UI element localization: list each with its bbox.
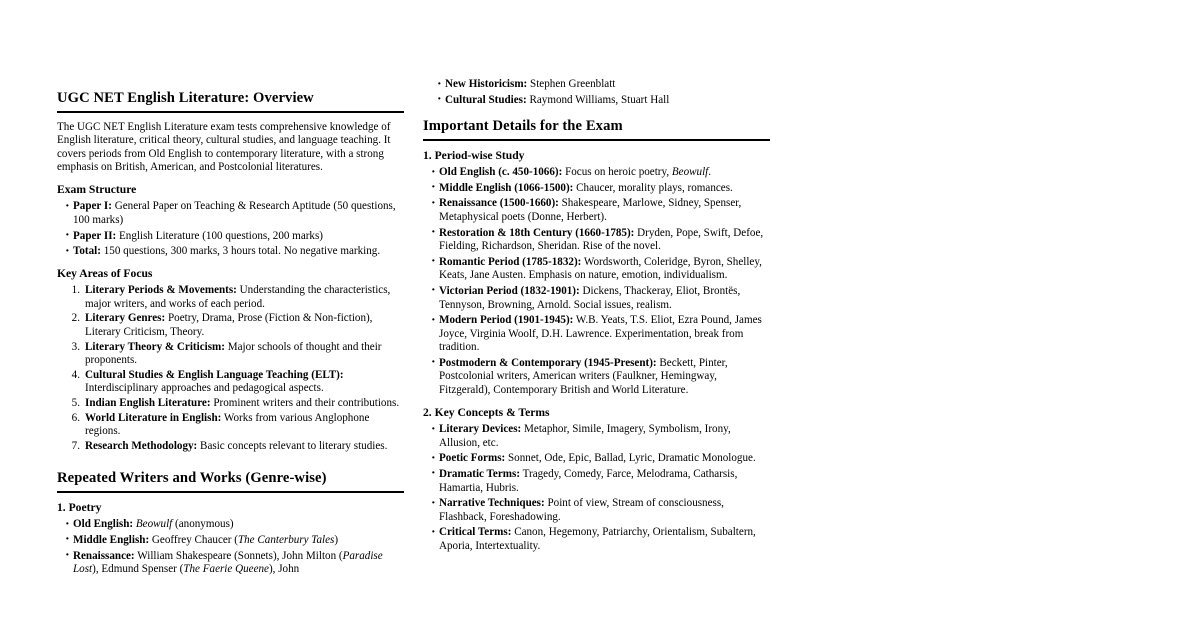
item-lead: Research Methodology: [85,439,198,452]
item-text-mid: ), Edmund Spenser ( [92,563,184,576]
repeated-writers-heading: Repeated Writers and Works (Genre-wise) [57,470,327,487]
poetry-list [57,518,404,576]
overview-heading: UGC NET English Literature: Overview [57,90,314,106]
item-lead: Romantic Period (1785-1832): [439,255,582,268]
item-text: English Literature (100 questions, 200 marks) [119,229,323,242]
key-areas-heading: Key Areas of Focus [57,266,153,280]
poetry-subheading: 1. Poetry [57,500,102,514]
list-item [67,369,404,396]
work-title: The Canterbury Tales [237,533,335,546]
item-lead: Modern Period (1901-1945): [439,314,574,327]
exam-structure-list [57,200,404,258]
section-spacer [423,111,770,118]
item-text: Tragedy, Comedy, Farce, Melodrama, Catharsis, Hamartia, Hubris. [439,467,738,494]
item-text: Dickens, Thackeray, Eliot, Brontës, Tennyson, Browning, Arnold. Social issues, realism. [439,284,741,311]
item-lead: Old English (c. 450-1066): [439,166,563,179]
item-text: (anonymous) [172,518,234,531]
item-lead: Renaissance: [73,549,135,562]
item-lead: Literary Genres: [85,312,166,325]
list-item [67,312,404,339]
item-text: Canon, Hegemony, Patriarchy, Orientalism, Subaltern, Aporia, Intertextuality. [439,526,756,552]
list-item [431,256,770,283]
list-item [431,166,770,180]
work-title-secondary: The Faerie Queene [183,563,269,576]
item-text-after: . [708,166,712,179]
list-item [431,314,770,355]
item-text: Wordsworth, Coleridge, Byron, Shelley, Keats, Jane Austen. Emphasis on nature, emotion, individualism. [439,255,762,282]
item-lead: Restoration & 18th Century (1660-1785): [439,226,635,239]
right-column [423,0,770,626]
item-lead: Paper I: [73,200,112,213]
period-study-list [423,166,770,398]
item-text-after: ), John [268,563,300,576]
list-item [431,452,770,466]
item-text: Metaphor, Simile, Imagery, Symbolism, Irony, Allusion, etc. [439,423,731,449]
list-item [431,227,770,254]
list-item [437,94,770,108]
item-lead: World Literature in English: [85,411,222,424]
list-item [431,526,770,553]
item-lead: Middle English: [73,533,150,546]
list-item [431,197,770,224]
important-details-heading: Important Details for the Exam [423,118,623,135]
item-text: Prominent writers and their contributions. [213,396,400,409]
list-item [437,78,770,92]
section-spacer [57,457,404,470]
overview-paragraph: The UGC NET English Literature exam tests comprehensive knowledge of English literature, critical theory, cultural studies, and language teaching. It covers periods from Old English to contemporary literature, with a strong emphasis on British, American, and Postcolonial literatures. [57,120,391,174]
work-title: Beowulf [671,166,709,179]
item-lead: Literary Periods & Movements: [85,284,237,297]
item-text: William Shakespeare (Sonnets), John Milton ( [137,549,343,562]
item-text: Poetry, Drama, Prose (Fiction & Non-fiction), Literary Criticism, Theory. [85,312,373,338]
item-lead: Postmodern & Contemporary (1945-Present): [439,356,657,369]
list-item [65,550,404,577]
item-text: 150 questions, 300 marks, 3 hours total. No negative marking. [103,245,381,258]
list-item [67,440,404,454]
item-text: Chaucer, morality plays, romances. [576,181,733,194]
period-study-subheading: 1. Period-wise Study [423,148,525,162]
important-details-heading-rule [423,139,770,141]
list-item [67,412,404,439]
item-lead: Dramatic Terms: [439,467,521,480]
list-item [431,285,770,312]
item-text: W.B. Yeats, T.S. Eliot, Ezra Pound, James Joyce, Virginia Woolf, D.H. Lawrence. Experimentation, break from tradition. [439,314,762,354]
item-text: Sonnet, Ode, Epic, Ballad, Lyric, Dramatic Monologue. [508,452,756,465]
item-lead: Victorian Period (1832-1901): [439,284,580,297]
item-text: Basic concepts relevant to literary studies. [200,439,388,452]
item-lead: New Historicism: [445,78,528,90]
item-text: Geoffrey Chaucer ( [151,533,238,546]
item-text: Major schools of thought and their proponents. [85,340,382,367]
item-text: Point of view, Stream of consciousness, Flashback, Foreshadowing. [439,497,724,523]
exam-structure-heading: Exam Structure [57,182,137,196]
work-title: Beowulf [135,518,173,531]
list-item [67,341,404,368]
item-lead: Narrative Techniques: [439,497,545,510]
item-lead: Literary Devices: [439,423,522,436]
list-item [431,182,770,196]
list-item [65,200,404,227]
list-item [431,357,770,398]
item-lead: Poetic Forms: [439,452,506,465]
work-title: Paradise Lost [73,549,383,576]
item-lead: Cultural Studies: [445,93,527,106]
item-text: Focus on heroic poetry, [565,166,672,179]
list-item [65,518,404,532]
key-concepts-list [423,423,770,553]
item-lead: Cultural Studies & English Language Teaching (ELT): [85,368,344,381]
item-text: Interdisciplinary approaches and pedagogical aspects. [85,382,324,395]
item-text: Dryden, Pope, Swift, Defoe, Fielding, Richardson, Sheridan. Rise of the novel. [439,226,764,253]
item-lead: Paper II: [73,229,117,242]
item-text: General Paper on Teaching & Research Aptitude (50 questions, 100 marks) [73,200,396,226]
list-item [431,423,770,450]
continued-theory-list [423,78,770,107]
item-lead: Critical Terms: [439,526,512,539]
item-text: Stephen Greenblatt [530,78,616,90]
list-item [65,534,404,548]
item-text: Shakespeare, Marlowe, Sidney, Spenser, Metaphysical poets (Donne, Herbert). [439,197,742,223]
item-lead: Renaissance (1500-1660): [439,197,559,210]
item-text: Understanding the characteristics, major writers, and works of each period. [85,284,391,310]
item-lead: Literary Theory & Criticism: [85,340,225,353]
list-item [431,497,770,524]
list-item [65,230,404,244]
item-text: Works from various Anglophone regions. [85,411,370,438]
item-lead: Middle English (1066-1500): [439,181,574,194]
list-item [67,397,404,411]
repeated-writers-heading-rule [57,491,404,493]
item-text: Beckett, Pinter, Postcolonial writers, American writers (Faulkner, Hemingway, Fitzgerald), Contemporary British and World Literature. [439,356,728,397]
item-text-after: ) [334,533,339,546]
item-lead: Old English: [73,518,134,531]
key-areas-list [57,284,404,453]
item-lead: Total: [73,245,101,258]
item-lead: Indian English Literature: [85,396,211,409]
left-column-flow [57,90,404,581]
list-item [65,245,404,259]
list-item [431,468,770,495]
item-text: Raymond Williams, Stuart Hall [529,93,670,106]
right-column-flow [423,78,770,558]
left-column [57,0,404,626]
overview-heading-rule [57,111,404,113]
key-concepts-subheading: 2. Key Concepts & Terms [423,405,550,419]
list-item [67,284,404,311]
